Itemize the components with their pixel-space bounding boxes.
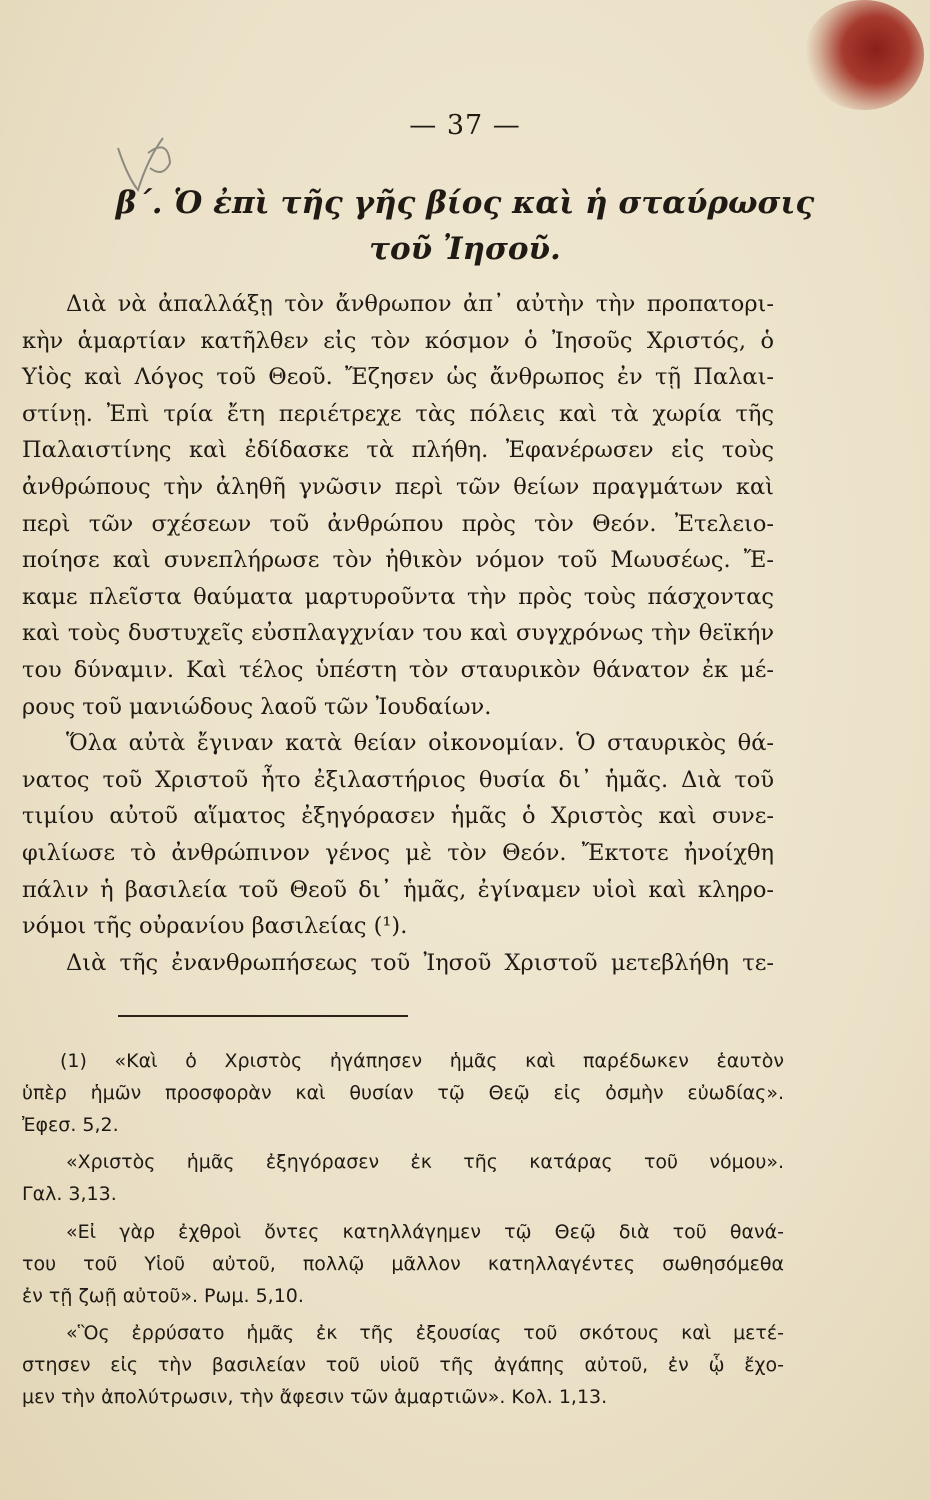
footnote-line: ὑπὲρ ἡμῶν προσφορὰν καὶ θυσίαν τῷ Θεῷ εἰς ὀσμὴν εὐωδίας». [22, 1081, 784, 1104]
page-number: — 37 — [409, 110, 521, 141]
text-line: Ὅλα αὐτὰ ἔγιναν κατὰ θείαν οἰκονομίαν. Ὁ σταυρικὸς θά- [66, 730, 774, 757]
text-line: ποίησε καὶ συνεπλήρωσε τὸν ἠθικὸν νόμον τοῦ Μωυσέως. Ἔ- [22, 547, 774, 574]
body-text [22, 286, 774, 981]
footnote-line: ἐν τῇ ζωῇ αὐτοῦ». Ρωμ. 5,10. [22, 1284, 304, 1307]
text-line: Διὰ τῆς ἐνανθρωπήσεως τοῦ Ἰησοῦ Χριστοῦ μετεβλήθη τε- [66, 949, 774, 976]
chapter-title-line: τοῦ Ἰησοῦ. [369, 231, 561, 267]
footnote [22, 1147, 784, 1211]
text-line: Υἱὸς καὶ Λόγος τοῦ Θεοῦ. Ἔζησεν ὡς ἄνθρωπος ἐν τῇ Παλαι- [22, 364, 774, 391]
ink-stain [804, 0, 924, 110]
text-line: στίνῃ. Ἐπὶ τρία ἔτη περιέτρεχε τὰς πόλεις καὶ τὰ χωρία τῆς [22, 400, 774, 427]
footnote-line: στησεν εἰς τὴν βασιλείαν τοῦ υἱοῦ τῆς ἀγάπης αὐτοῦ, ἐν ᾧ ἔχο- [22, 1354, 784, 1377]
footnote [22, 1217, 784, 1312]
footnote-line: «Χριστὸς ἡμᾶς ἐξηγόρασεν ἐκ τῆς κατάρας τοῦ νόμου». [66, 1151, 784, 1174]
text-line: νόμοι τῆς οὐρανίου βασιλείας (¹). [22, 913, 408, 940]
footnote-line: Ἐφεσ. 5,2. [22, 1113, 119, 1136]
text-line: περὶ τῶν σχέσεων τοῦ ἀνθρώπου πρὸς τὸν Θεόν. Ἐτελειο- [22, 510, 774, 537]
footnote-line: «Εἰ γὰρ ἐχθροὶ ὄντες κατηλλάγημεν τῷ Θεῷ διὰ τοῦ θανά- [66, 1220, 784, 1243]
text-line: πάλιν ἡ βασιλεία τοῦ Θεοῦ δι᾿ ἡμᾶς, ἐγίναμεν υἱοὶ καὶ κληρο- [22, 876, 774, 903]
text-line: ρους τοῦ μανιώδους λαοῦ τῶν Ἰουδαίων. [22, 693, 492, 720]
text-line: κὴν ἁμαρτίαν κατῆλθεν εἰς τὸν κόσμον ὁ Ἰησοῦς Χριστός, ὁ [22, 327, 774, 354]
text-line: φιλίωσε τὸ ἀνθρώπινον γένος μὲ τὸν Θεόν. Ἔκτοτε ἠνοίχθη [22, 839, 774, 866]
footnote-line: του τοῦ Υἱοῦ αὐτοῦ, πολλῷ μᾶλλον κατηλλαγέντες σωθησόμεθα [22, 1252, 784, 1275]
text-line: Διὰ νὰ ἀπαλλάξῃ τὸν ἄνθρωπον ἀπ᾿ αὐτὴν τὴν προπατορι- [66, 291, 774, 317]
footnote-line: μεν τὴν ἀπολύτρωσιν, τὴν ἄφεσιν τῶν ἁμαρτιῶν». Κολ. 1,13. [22, 1385, 608, 1408]
footnote-line: (1) «Καὶ ὁ Χριστὸς ἠγάπησεν ἡμᾶς καὶ παρέδωκεν ἑαυτὸν [60, 1050, 784, 1072]
text-line: καμε πλεῖστα θαύματα μαρτυροῦντα τὴν πρὸς τοὺς πάσχοντας [22, 583, 774, 610]
text-line: του δύναμιν. Καὶ τέλος ὑπέστη τὸν σταυρικὸν θάνατον ἐκ μέ- [22, 656, 774, 683]
footnotes [22, 1046, 784, 1420]
text-line: τιμίου αὐτοῦ αἵματος ἐξηγόρασεν ἡμᾶς ὁ Χριστὸς καὶ συνε- [22, 803, 774, 830]
footnote-line: «Ὃς ἐρρύσατο ἡμᾶς ἐκ τῆς ἐξουσίας τοῦ σκότους καὶ μετέ- [66, 1322, 784, 1345]
chapter-title-line: β΄. Ὁ ἐπὶ τῆς γῆς βίος καὶ ἡ σταύρωσις [115, 185, 815, 221]
text-line: καὶ τοὺς δυστυχεῖς εὐσπλαγχνίαν του καὶ συγχρόνως τὴν θεϊκήν [22, 620, 774, 647]
footnote-separator [118, 1015, 408, 1017]
footnote [22, 1046, 784, 1141]
text-line: νατος τοῦ Χριστοῦ ἦτο ἐξιλαστήριος θυσία δι᾿ ἡμᾶς. Διὰ τοῦ [22, 766, 774, 793]
chapter-title [40, 180, 890, 272]
footnote [22, 1318, 784, 1413]
text-line: ἀνθρώπους τὴν ἀληθῆ γνῶσιν περὶ τῶν θείων πραγμάτων καὶ [22, 473, 774, 500]
text-line: Παλαιστίνης καὶ ἐδίδασκε τὰ πλήθη. Ἐφανέρωσεν εἰς τοὺς [22, 437, 774, 464]
footnote-line: Γαλ. 3,13. [22, 1183, 117, 1206]
